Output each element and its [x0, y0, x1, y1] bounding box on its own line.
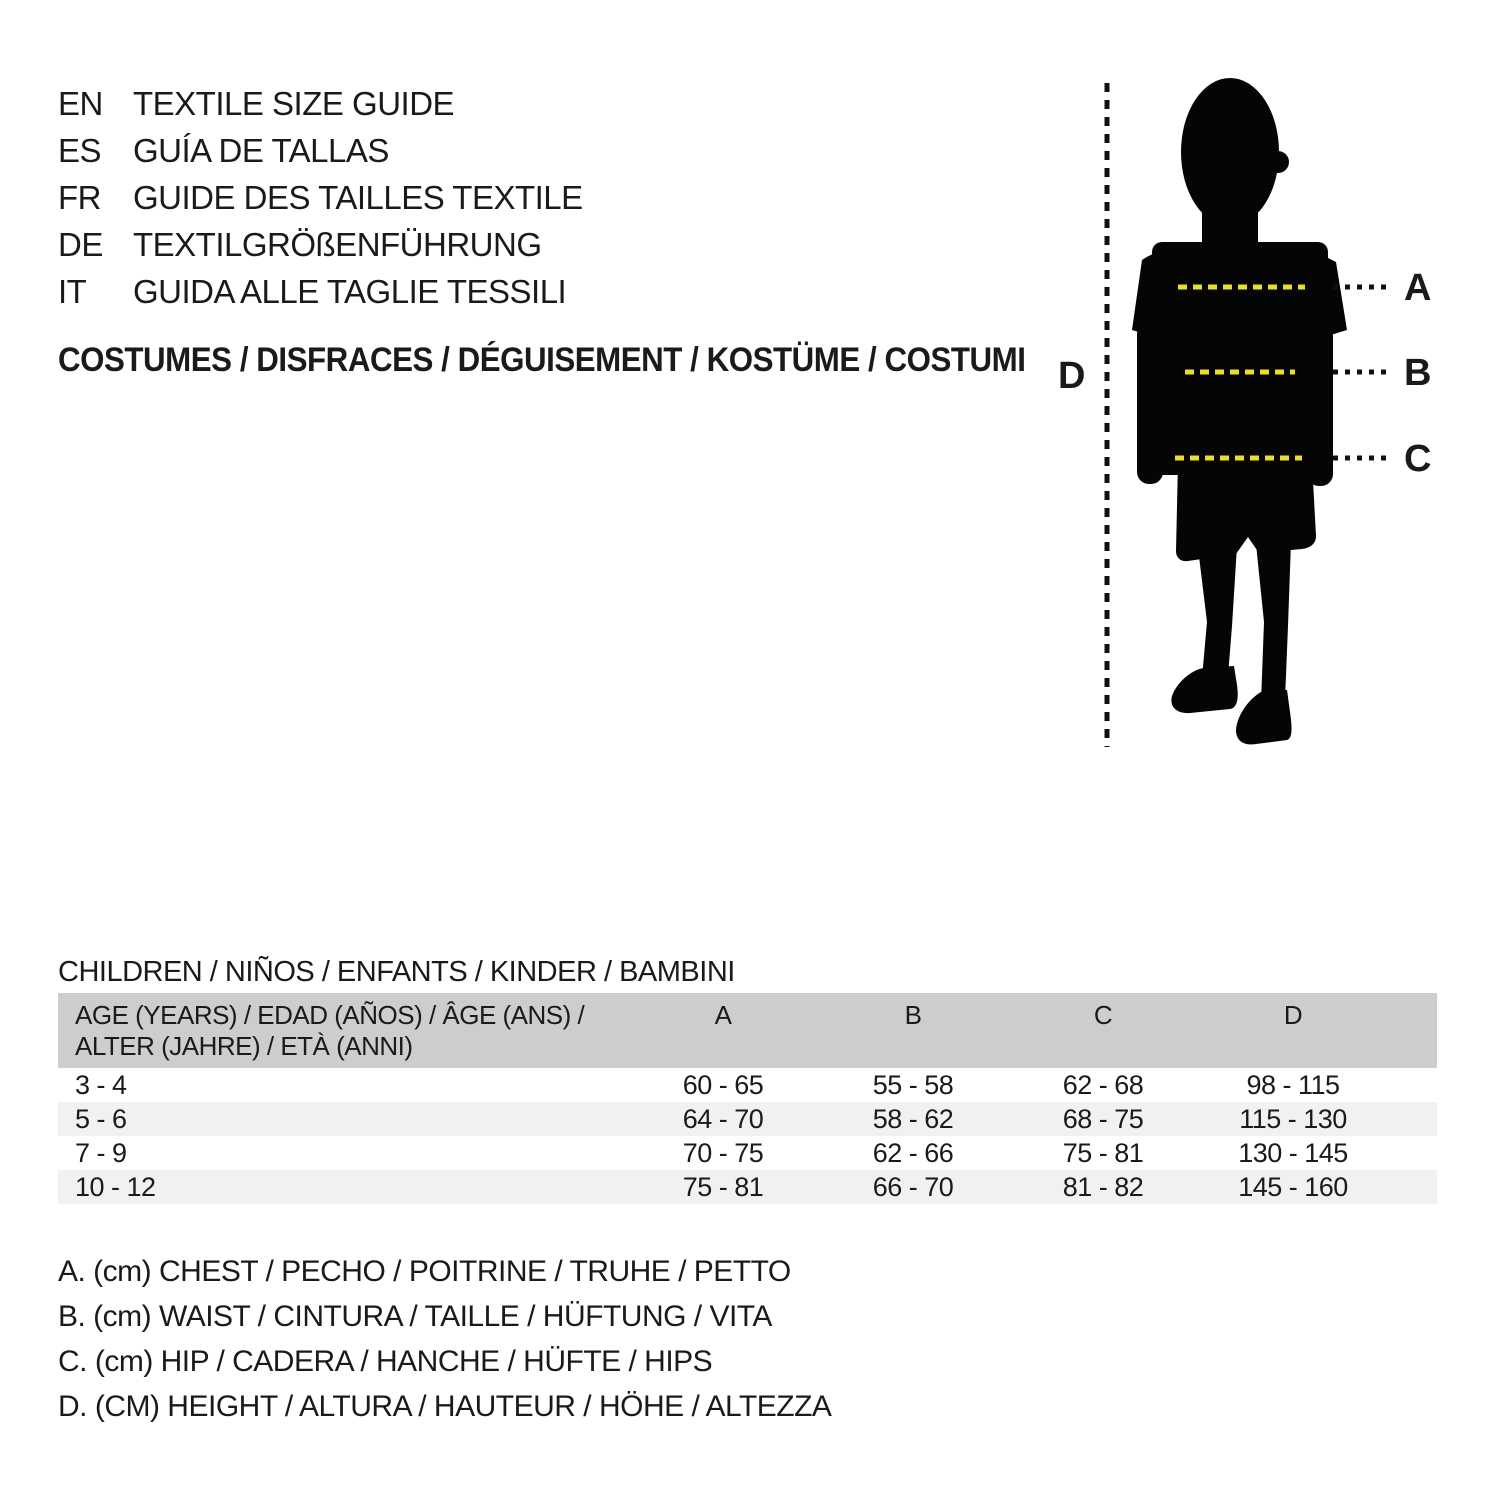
hip-cell: 81 - 82 — [1062, 1171, 1144, 1202]
legend-height: D. (CM) HEIGHT / ALTURA / HAUTEUR / HÖHE / ALTEZZA — [58, 1389, 832, 1423]
label-a: A — [1404, 267, 1431, 309]
size-table — [58, 993, 1437, 1204]
hip-cell: 68 - 75 — [1062, 1103, 1144, 1134]
legend-waist: B. (cm) WAIST / CINTURA / TAILLE / HÜFTUNG / VITA — [58, 1299, 772, 1333]
lang-row-en — [58, 80, 583, 127]
age-column-header — [58, 1000, 628, 1062]
legend-chest: A. (cm) CHEST / PECHO / POITRINE / TRUHE / PETTO — [58, 1254, 791, 1288]
waist-cell: 58 - 62 — [872, 1103, 954, 1134]
lang-row-es — [58, 127, 583, 174]
chest-cell: 60 - 65 — [682, 1069, 764, 1100]
chest-cell: 70 - 75 — [682, 1137, 764, 1168]
lang-row-fr — [58, 174, 583, 221]
age-header-line1: AGE (YEARS) / EDAD (AÑOS) / ÂGE (ANS) / — [75, 1000, 585, 1030]
age-cell: 7 - 9 — [75, 1137, 127, 1168]
height-cell: 130 - 145 — [1238, 1137, 1348, 1168]
silhouette-left-leg — [1198, 546, 1237, 678]
column-header-a: A — [714, 1000, 732, 1030]
silhouette-left-shoe — [1171, 666, 1237, 713]
lang-code-fr: FR — [58, 178, 101, 216]
lang-code-de: DE — [58, 225, 103, 263]
language-title-block — [58, 80, 583, 315]
measurement-figure — [1040, 70, 1500, 760]
measurement-legend — [58, 1249, 831, 1429]
section-title-children: CHILDREN / NIÑOS / ENFANTS / KINDER / BAMBINI — [58, 956, 735, 988]
silhouette-torso — [1152, 242, 1328, 475]
lang-row-it — [58, 268, 583, 315]
silhouette-right-leg — [1256, 542, 1291, 702]
child-silhouette — [1132, 78, 1347, 744]
age-cell: 5 - 6 — [75, 1103, 127, 1134]
lang-code-en: EN — [58, 84, 103, 122]
age-header-line2: ALTER (JAHRE) / ETÀ (ANNI) — [75, 1031, 413, 1061]
lang-row-de — [58, 221, 583, 268]
age-cell: 3 - 4 — [75, 1069, 127, 1100]
waist-cell: 55 - 58 — [872, 1069, 954, 1100]
table-row — [58, 1068, 1437, 1102]
lang-label-fr: GUIDE DES TAILLES TEXTILE — [133, 178, 583, 216]
waist-cell: 66 - 70 — [872, 1171, 954, 1202]
silhouette-shorts — [1176, 462, 1316, 561]
label-b: B — [1404, 352, 1431, 394]
category-title — [58, 341, 1110, 380]
hip-cell: 62 - 68 — [1062, 1069, 1144, 1100]
lang-label-es: GUÍA DE TALLAS — [133, 131, 389, 169]
silhouette-right-arm — [1307, 324, 1333, 486]
age-cell: 10 - 12 — [75, 1171, 156, 1202]
lang-label-en: TEXTILE SIZE GUIDE — [133, 84, 455, 122]
silhouette-left-arm — [1137, 322, 1163, 484]
column-header-c: C — [1093, 1000, 1113, 1030]
table-header-row — [58, 993, 1437, 1068]
silhouette-ear — [1267, 151, 1289, 173]
table-row — [58, 1170, 1437, 1204]
table-row — [58, 1102, 1437, 1136]
column-header-b: B — [904, 1000, 922, 1030]
height-cell: 115 - 130 — [1239, 1103, 1347, 1134]
hip-cell: 75 - 81 — [1062, 1137, 1144, 1168]
height-cell: 145 - 160 — [1238, 1171, 1348, 1202]
label-d: D — [1058, 355, 1085, 397]
silhouette-head — [1181, 78, 1279, 226]
lang-label-de: TEXTILGRÖßENFÜHRUNG — [133, 225, 542, 263]
chest-cell: 75 - 81 — [682, 1171, 764, 1202]
legend-hip: C. (cm) HIP / CADERA / HANCHE / HÜFTE / HIPS — [58, 1344, 713, 1378]
silhouette-right-shoe — [1236, 690, 1292, 744]
lang-label-it: GUIDA ALLE TAGLIE TESSILI — [133, 272, 567, 310]
category-title-text: COSTUMES / DISFRACES / DÉGUISEMENT / KOSTÜME / COSTUMI — [58, 341, 1026, 379]
height-cell: 98 - 115 — [1246, 1069, 1340, 1100]
label-c: C — [1404, 438, 1431, 480]
lang-code-es: ES — [58, 131, 102, 169]
column-header-d: D — [1283, 1000, 1303, 1030]
chest-cell: 64 - 70 — [682, 1103, 764, 1134]
table-row — [58, 1136, 1437, 1170]
lang-code-it: IT — [58, 272, 87, 310]
waist-cell: 62 - 66 — [872, 1137, 954, 1168]
